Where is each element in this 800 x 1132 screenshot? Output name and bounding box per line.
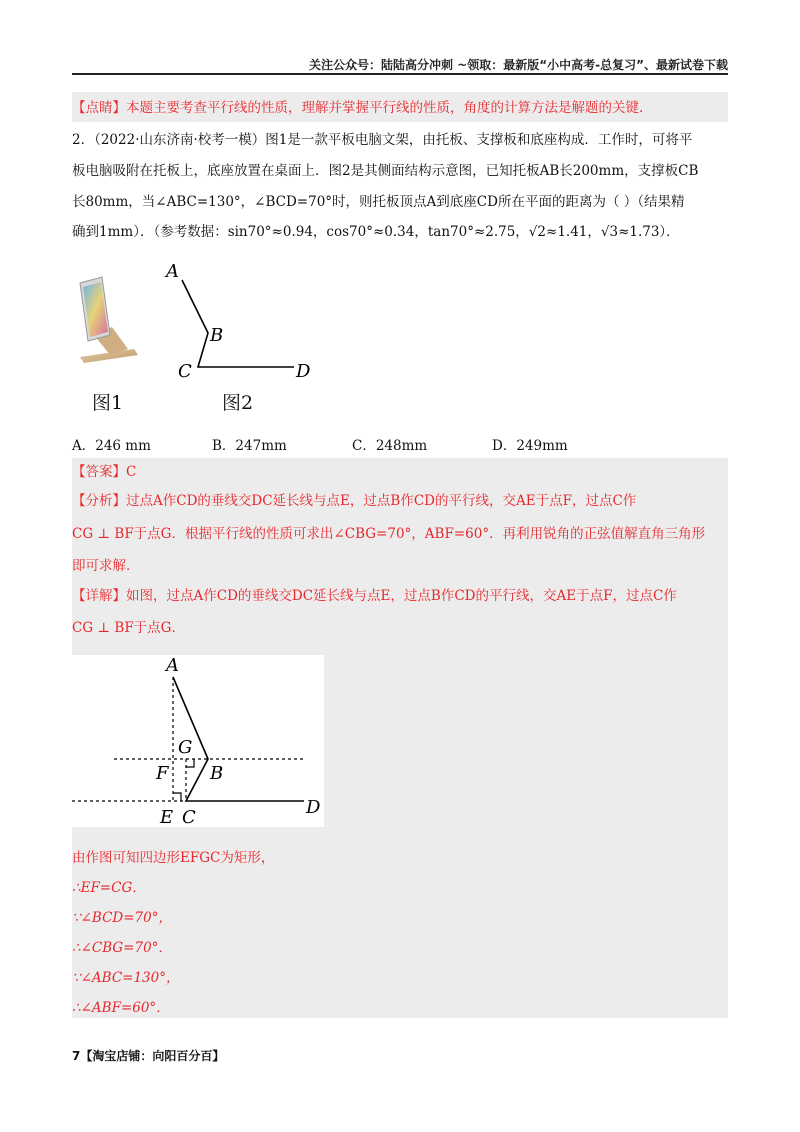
fig3-label-d: D — [306, 797, 321, 818]
step-line-2: ∴EF=CG． — [72, 880, 146, 896]
figure3-diagram — [72, 655, 324, 827]
fig3-label-c: C — [182, 807, 196, 827]
page-footer: 7【淘宝店铺：向阳百分百】 — [72, 1049, 225, 1063]
figure1-label: 图1 — [92, 392, 124, 414]
tablet-stand-image — [72, 275, 142, 365]
fig2-label-a: A — [166, 261, 179, 282]
fig2-label-d: D — [296, 361, 311, 382]
question-line-3: 长80mm，当∠ABC=130°，∠BCD=70°时，则托板顶点A到底座CD所在平面的距离为（ ）（结果精 — [72, 194, 685, 210]
header-divider — [72, 73, 728, 75]
option-d: D．249mm — [492, 438, 568, 454]
step-line-6: ∴∠ABF=60°． — [72, 1000, 170, 1016]
option-b: B．247mm — [212, 438, 287, 454]
fig3-label-e: E — [160, 807, 174, 827]
detail-line-1: 【详解】如图，过点A作CD的垂线交DC延长线与点E，过点B作CD的平行线，交AE于点F，过点C作 — [72, 588, 677, 604]
analysis-line-2: CG ⊥ BF于点G．根据平行线的性质可求出∠CBG=70°，ABF=60°．再利用锐角的正弦值解直角三角形 — [72, 526, 706, 542]
question-line-2: 板电脑吸附在托板上，底座放置在桌面上．图2是其侧面结构示意图，已知托板AB长200mm，支撑板CB — [72, 163, 699, 179]
figure2-diagram — [160, 255, 330, 390]
analysis-line-1: 【分析】过点A作CD的垂线交DC延长线与点E，过点B作CD的平行线，交AE于点F，过点C作 — [72, 493, 637, 509]
page-header: 关注公众号：陆陆高分冲刺 ~领取：最新版“小中高考-总复习”、最新试卷下载 — [309, 58, 728, 72]
fig2-label-c: C — [178, 361, 192, 382]
option-a: A．246 mm — [72, 438, 151, 454]
fig3-label-g: G — [178, 737, 193, 758]
note-text: 【点睛】本题主要考查平行线的性质，理解并掌握平行线的性质，角度的计算方法是解题的关键. — [72, 100, 644, 116]
question-line-4: 确到1mm）．（参考数据：sin70°≈0.94，cos70°≈0.34，tan70°≈2.75，√2≈1.41，√3≈1.73）． — [72, 224, 680, 240]
fig3-label-a: A — [166, 655, 179, 676]
step-line-3: ∵∠BCD=70°， — [72, 910, 172, 926]
answer-text: 【答案】C — [72, 464, 137, 480]
question-line-1: 2．（2022·山东济南·校考一模）图1是一款平板电脑文架，由托板、支撑板和底座构成．工作时，可将平 — [72, 132, 693, 148]
detail-line-2: CG ⊥ BF于点G． — [72, 620, 185, 636]
step-line-4: ∴∠CBG=70°． — [72, 940, 172, 956]
fig3-label-b: B — [210, 763, 224, 784]
option-c: C．248mm — [352, 438, 428, 454]
step-line-1: 由作图可知四边形EFGC为矩形， — [72, 850, 275, 866]
figure2-label: 图2 — [222, 392, 254, 414]
step-line-5: ∵∠ABC=130°， — [72, 970, 180, 986]
fig3-label-f: F — [156, 763, 169, 784]
analysis-line-3: 即可求解． — [72, 558, 140, 574]
fig2-label-b: B — [210, 325, 224, 346]
